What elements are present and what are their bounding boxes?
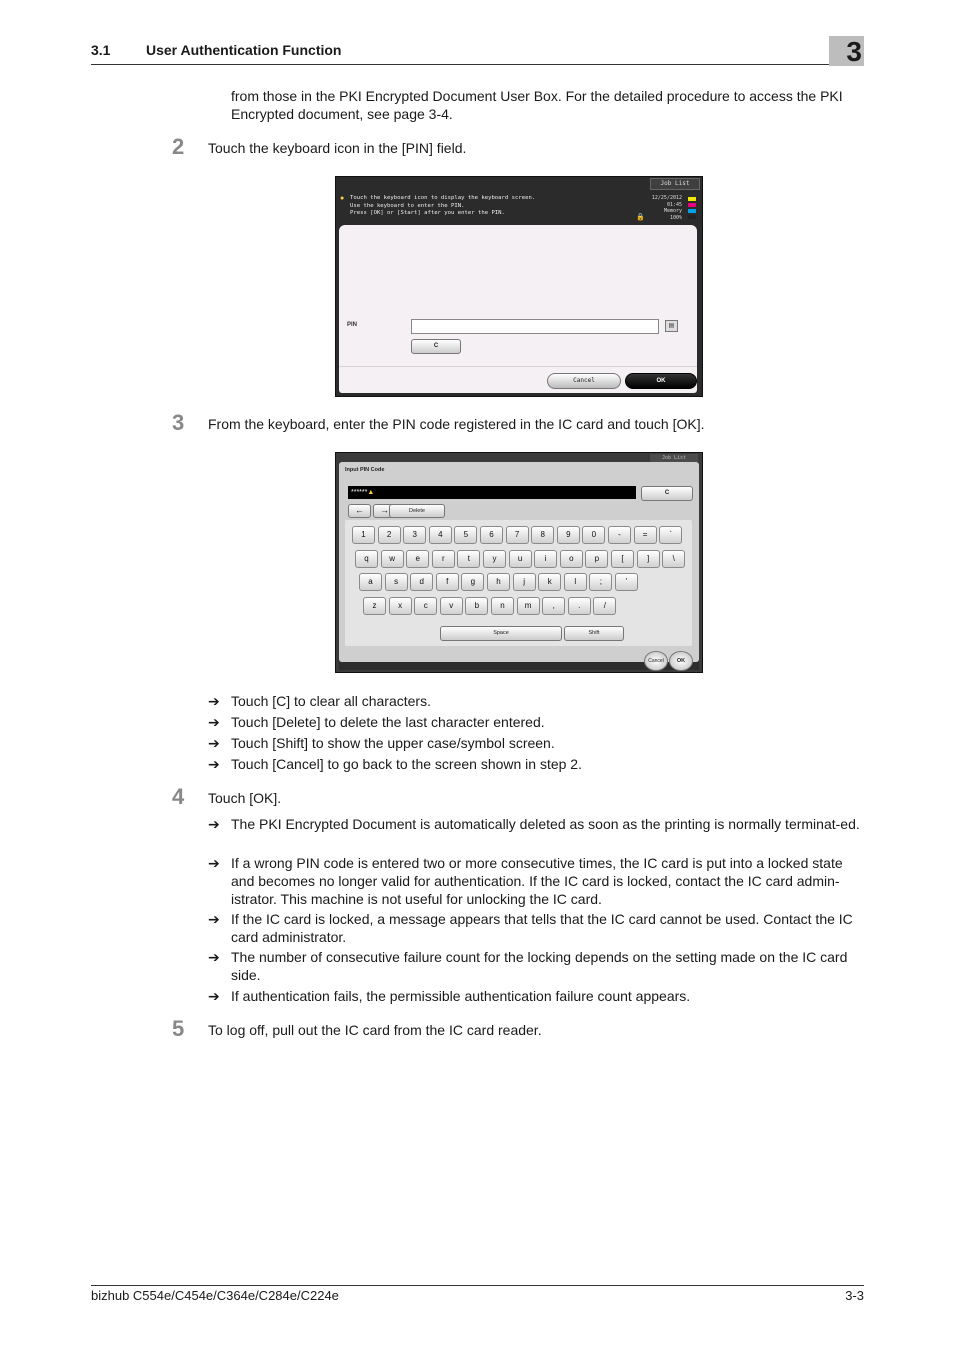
keyboard-key[interactable]: j <box>513 573 536 591</box>
keyboard-key[interactable]: 2 <box>378 526 401 544</box>
keyboard-key[interactable]: p <box>585 550 608 568</box>
bullet-item <box>208 948 864 984</box>
screen-body <box>339 225 697 393</box>
masked-pin-value: ****** <box>351 489 368 496</box>
keyboard-key[interactable]: ; <box>589 573 612 591</box>
header-rule <box>91 64 864 65</box>
keyboard-key[interactable]: v <box>440 597 463 615</box>
keyboard-area <box>345 520 692 646</box>
section-title: User Authentication Function <box>146 42 342 58</box>
keyboard-key[interactable]: i <box>534 550 557 568</box>
bullet-item <box>208 854 864 908</box>
text-cursor: ▲ <box>367 489 375 496</box>
status-panel <box>642 195 682 221</box>
message-line: Use the keyboard to enter the PIN. <box>350 202 465 209</box>
bullet-item <box>208 692 864 710</box>
keyboard-key[interactable]: k <box>538 573 561 591</box>
keyboard-key[interactable]: a <box>359 573 382 591</box>
space-key[interactable]: Space <box>440 626 562 641</box>
keyboard-key[interactable]: , <box>542 597 565 615</box>
bullet-text: If a wrong PIN code is entered two or more consecutive times, the IC card is put into a locked state and becomes no longer valid for authentication. If the IC card is locked, contact the IC card admin-istrator. This machine is not useful for unlocking the IC card. <box>231 855 843 907</box>
keyboard-key[interactable]: f <box>436 573 459 591</box>
pin-entry-screenshot <box>335 176 703 397</box>
lightbulb-icon: ● <box>340 195 345 202</box>
toner-black-icon <box>688 215 696 219</box>
toner-magenta-icon <box>688 203 696 207</box>
arrow-icon: ➔ <box>208 756 220 772</box>
bullet-text: Touch [Cancel] to go back to the screen shown in step 2. <box>231 756 582 772</box>
bullet-text: Touch [C] to clear all characters. <box>231 693 431 709</box>
step-number: 4 <box>172 784 185 809</box>
step-text: To log off, pull out the IC card from the IC card reader. <box>208 1022 542 1038</box>
arrow-icon: ➔ <box>208 911 220 927</box>
keyboard-key[interactable]: 9 <box>557 526 580 544</box>
pin-label: PIN <box>347 322 358 328</box>
cancel-button[interactable]: Cancel <box>547 373 621 389</box>
footer-product: bizhub C554e/C454e/C364e/C284e/C224e <box>91 1288 339 1303</box>
keyboard-key[interactable]: . <box>568 597 591 615</box>
step-number: 5 <box>172 1016 185 1041</box>
ok-button[interactable]: OK <box>625 373 697 389</box>
keyboard-key[interactable]: 0 <box>582 526 605 544</box>
job-list-tab[interactable]: Job List <box>650 178 700 190</box>
keyboard-key[interactable]: ] <box>637 550 660 568</box>
chapter-number: 3 <box>846 36 862 67</box>
bullet-text: If authentication fails, the permissible authentication failure count appears. <box>231 988 691 1004</box>
keyboard-key[interactable]: c <box>414 597 437 615</box>
message-line: Press [OK] or [Start] after you enter the PIN. <box>350 210 505 216</box>
job-list-tab[interactable]: Job List <box>650 454 698 462</box>
keyboard-key[interactable]: g <box>461 573 484 591</box>
arrow-icon: ➔ <box>208 714 220 730</box>
keyboard-key[interactable]: r <box>432 550 455 568</box>
keyboard-key[interactable]: ` <box>659 526 682 544</box>
keyboard-icon[interactable]: ▤ <box>665 320 678 332</box>
status-time: 01:45 <box>666 201 682 208</box>
footer-page-number: 3-3 <box>845 1288 864 1303</box>
keyboard-key[interactable]: w <box>381 550 404 568</box>
keyboard-panel <box>339 462 699 662</box>
status-memory-value: 100% <box>669 214 682 221</box>
arrow-icon: ➔ <box>208 693 220 709</box>
step-text: Touch [OK]. <box>208 790 282 806</box>
arrow-icon: ➔ <box>208 735 220 751</box>
intro-paragraph: from those in the PKI Encrypted Document User Box. For the detailed procedure to access the PKI Encrypted document, see page 3-4. <box>231 88 843 122</box>
bullet-item <box>208 755 864 773</box>
pin-code-input[interactable] <box>348 486 636 499</box>
keyboard-key[interactable]: q <box>355 550 378 568</box>
keyboard-key[interactable]: 7 <box>506 526 529 544</box>
step-number: 3 <box>172 410 185 435</box>
keyboard-key[interactable]: \ <box>662 550 685 568</box>
keyboard-key[interactable]: n <box>491 597 514 615</box>
bullet-text: The PKI Encrypted Document is automatically deleted as soon as the printing is normally terminat-ed. <box>231 816 860 832</box>
keyboard-key[interactable]: 8 <box>531 526 554 544</box>
cancel-button[interactable]: Cancel <box>644 651 668 671</box>
keyboard-key[interactable]: / <box>593 597 616 615</box>
chapter-badge <box>829 36 864 66</box>
step-text: Touch the keyboard icon in the [PIN] field. <box>208 140 467 156</box>
divider <box>339 366 697 367</box>
clear-button[interactable]: C <box>411 339 461 354</box>
ok-button[interactable]: OK <box>669 651 693 671</box>
message-line: Touch the keyboard icon to display the keyboard screen. <box>350 195 536 201</box>
toner-cyan-icon <box>688 209 696 213</box>
step-number: 2 <box>172 134 185 159</box>
screen-message <box>340 195 640 218</box>
clear-button[interactable]: C <box>641 486 693 501</box>
toner-yellow-icon <box>688 197 696 201</box>
bullet-item <box>208 815 864 833</box>
keyboard-key[interactable]: s <box>385 573 408 591</box>
keyboard-key[interactable]: z <box>363 597 386 615</box>
cursor-left-button[interactable]: ← <box>348 504 371 518</box>
keyboard-key[interactable]: ' <box>615 573 638 591</box>
keyboard-key[interactable]: 6 <box>480 526 503 544</box>
keyboard-key[interactable]: x <box>389 597 412 615</box>
step-text: From the keyboard, enter the PIN code registered in the IC card and touch [OK]. <box>208 416 705 432</box>
bullet-text: The number of consecutive failure count for the locking depends on the setting made on the IC card side. <box>231 949 848 983</box>
panel-title: Input PIN Code <box>345 467 385 473</box>
keyboard-key[interactable]: 5 <box>454 526 477 544</box>
keyboard-key[interactable]: t <box>457 550 480 568</box>
cursor-right-button[interactable]: → <box>373 504 396 518</box>
status-date: 12/25/2012 <box>651 195 682 201</box>
keyboard-key[interactable]: h <box>487 573 510 591</box>
keyboard-key[interactable]: d <box>410 573 433 591</box>
bullet-item <box>208 713 864 731</box>
keyboard-key[interactable]: = <box>634 526 657 544</box>
bullet-text: Touch [Delete] to delete the last character entered. <box>231 714 545 730</box>
section-number: 3.1 <box>91 42 111 58</box>
bullet-item <box>208 910 864 946</box>
bullet-text: If the IC card is locked, a message appears that tells that the IC card cannot be used. Contact the IC card administrator. <box>231 911 853 945</box>
keyboard-key[interactable]: 4 <box>429 526 452 544</box>
bullet-text: Touch [Shift] to show the upper case/symbol screen. <box>231 735 555 751</box>
keyboard-key[interactable]: l <box>564 573 587 591</box>
arrow-icon: ➔ <box>208 855 220 871</box>
keyboard-key[interactable]: y <box>483 550 506 568</box>
shift-key[interactable]: Shift <box>564 626 624 641</box>
pin-input[interactable] <box>411 319 659 334</box>
bullet-item <box>208 734 864 752</box>
keyboard-key[interactable]: - <box>608 526 631 544</box>
keyboard-screenshot <box>335 452 703 673</box>
keyboard-key[interactable]: [ <box>611 550 634 568</box>
arrow-icon: ➔ <box>208 949 220 965</box>
footer-rule <box>91 1285 864 1286</box>
keyboard-key[interactable]: b <box>465 597 488 615</box>
keyboard-key[interactable]: 3 <box>403 526 426 544</box>
lock-icon: 🔒 <box>636 214 645 221</box>
bullet-item <box>208 987 864 1005</box>
arrow-icon: ➔ <box>208 816 220 832</box>
delete-button[interactable]: Delete <box>389 504 445 518</box>
keyboard-key[interactable]: e <box>406 550 429 568</box>
arrow-icon: ➔ <box>208 988 220 1004</box>
keyboard-key[interactable]: m <box>517 597 540 615</box>
status-memory-label: Memory <box>663 208 682 214</box>
keyboard-key[interactable]: 1 <box>352 526 375 544</box>
keyboard-key[interactable]: o <box>560 550 583 568</box>
keyboard-key[interactable]: u <box>509 550 532 568</box>
